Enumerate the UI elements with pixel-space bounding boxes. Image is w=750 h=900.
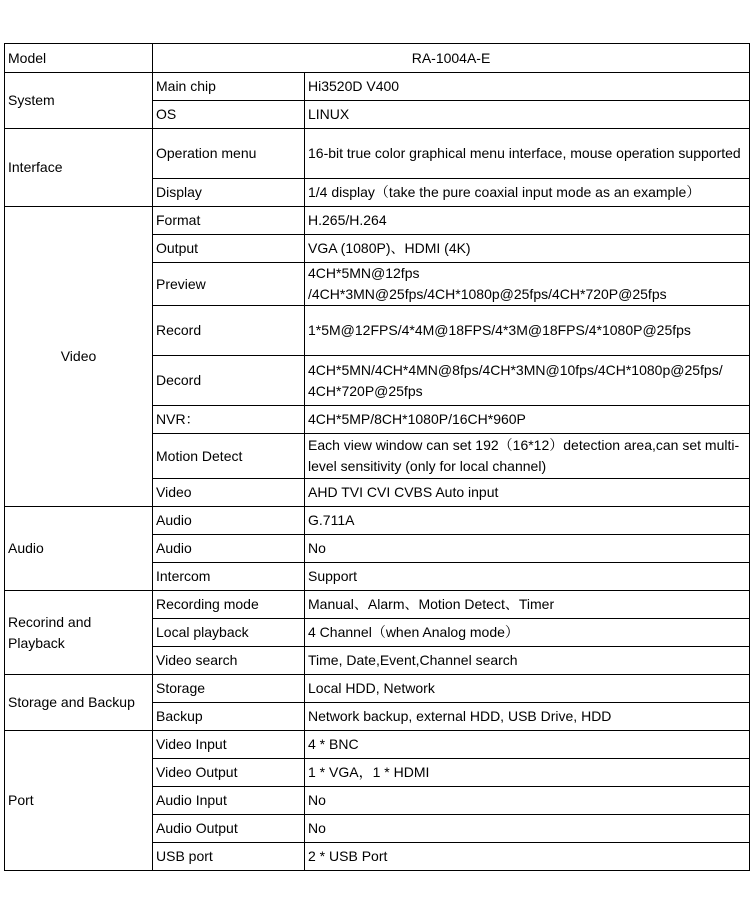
row-label: Audio: [153, 507, 305, 535]
table-row: [5, 731, 750, 759]
row-value: 2 * USB Port: [305, 843, 750, 871]
row-label: Audio Input: [153, 787, 305, 815]
row-label: Record: [153, 306, 305, 356]
row-label: Preview: [153, 263, 305, 306]
table-row: [5, 591, 750, 619]
table-row: [5, 675, 750, 703]
row-label: Main chip: [153, 73, 305, 101]
row-value: Network backup, external HDD, USB Drive, HDD: [305, 703, 750, 731]
row-label: Output: [153, 235, 305, 263]
row-value: Support: [305, 563, 750, 591]
row-value: 4 Channel（when Analog mode）: [305, 619, 750, 647]
row-label: Motion Detect: [153, 434, 305, 479]
row-value: 16-bit true color graphical menu interface, mouse operation supported: [305, 129, 750, 179]
row-value: AHD TVI CVI CVBS Auto input: [305, 479, 750, 507]
group-interface: Interface: [5, 129, 153, 207]
row-label: Video Output: [153, 759, 305, 787]
row-value: Hi3520D V400: [305, 73, 750, 101]
group-port: Port: [5, 731, 153, 871]
row-value: H.265/H.264: [305, 207, 750, 235]
model-value: RA-1004A-E: [153, 44, 750, 73]
table-row-model: [5, 44, 750, 73]
row-value: 1*5M@12FPS/4*4M@18FPS/4*3M@18FPS/4*1080P@25fps: [305, 306, 750, 356]
row-value: 4 * BNC: [305, 731, 750, 759]
row-value: No: [305, 535, 750, 563]
row-label: Video Input: [153, 731, 305, 759]
row-label: Video: [153, 479, 305, 507]
row-value: Local HDD, Network: [305, 675, 750, 703]
row-value: 4CH*5MN@12fps /4CH*3MN@25fps/4CH*1080p@25fps/4CH*720P@25fps: [305, 263, 750, 306]
row-value: 4CH*5MN/4CH*4MN@8fps/4CH*3MN@10fps/4CH*1080p@25fps/ 4CH*720P@25fps: [305, 356, 750, 406]
row-value: Manual、Alarm、Motion Detect、Timer: [305, 591, 750, 619]
row-value: 1 * VGA，1 * HDMI: [305, 759, 750, 787]
group-video: Video: [5, 207, 153, 507]
row-label: Audio: [153, 535, 305, 563]
row-label: Storage: [153, 675, 305, 703]
table-row: [5, 207, 750, 235]
row-label: Backup: [153, 703, 305, 731]
row-value: No: [305, 815, 750, 843]
row-value: Time, Date,Event,Channel search: [305, 647, 750, 675]
row-label: Audio Output: [153, 815, 305, 843]
table-row: [5, 507, 750, 535]
row-value: G.711A: [305, 507, 750, 535]
group-system: System: [5, 73, 153, 129]
row-label: Format: [153, 207, 305, 235]
group-recording: Recorind and Playback: [5, 591, 153, 675]
row-label: Intercom: [153, 563, 305, 591]
row-label: Decord: [153, 356, 305, 406]
row-label: Operation menu: [153, 129, 305, 179]
row-label: Local playback: [153, 619, 305, 647]
row-label: USB port: [153, 843, 305, 871]
table-row: [5, 73, 750, 101]
row-value: Each view window can set 192（16*12）detection area,can set multi-level sensitivity (only for local channel): [305, 434, 750, 479]
row-label: Recording mode: [153, 591, 305, 619]
table-row: [5, 129, 750, 179]
row-label: NVR：: [153, 406, 305, 434]
row-label: Video search: [153, 647, 305, 675]
row-value: 4CH*5MP/8CH*1080P/16CH*960P: [305, 406, 750, 434]
row-value: VGA (1080P)、HDMI (4K): [305, 235, 750, 263]
row-value: No: [305, 787, 750, 815]
spec-table: [4, 43, 750, 871]
group-storage: Storage and Backup: [5, 675, 153, 731]
model-label: Model: [5, 44, 153, 73]
row-value: 1/4 display（take the pure coaxial input mode as an example）: [305, 179, 750, 207]
row-label: OS: [153, 101, 305, 129]
group-audio: Audio: [5, 507, 153, 591]
row-label: Display: [153, 179, 305, 207]
row-value: LINUX: [305, 101, 750, 129]
